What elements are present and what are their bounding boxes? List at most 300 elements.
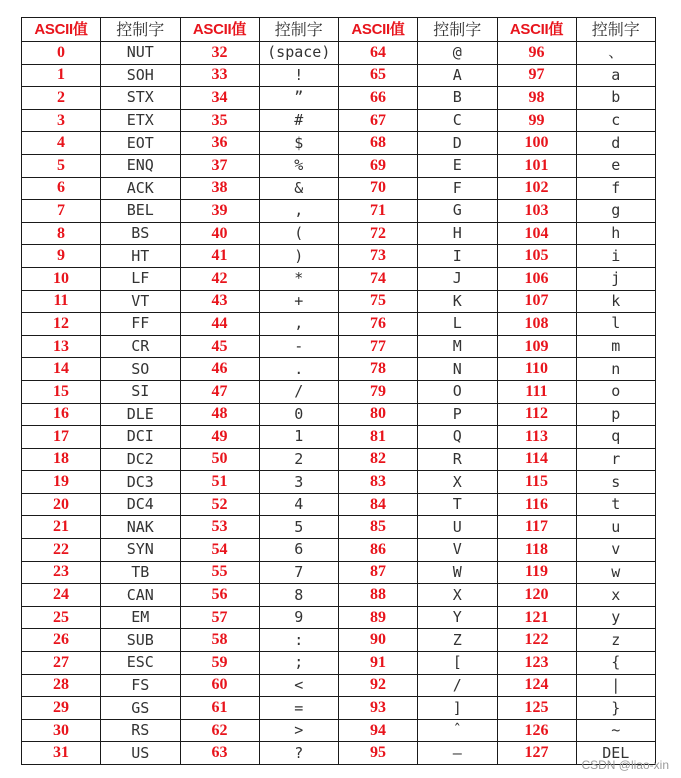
table-row [22,64,656,87]
ascii-code-cell: 75 [339,290,418,313]
ascii-code-cell: 110 [497,358,576,381]
control-char-cell: : [259,629,339,652]
control-char-cell: c [576,109,656,132]
control-char-cell: ETX [101,109,181,132]
ascii-code-cell: 21 [22,516,101,539]
control-char-cell: q [576,426,656,449]
ascii-code-cell: 73 [339,245,418,268]
control-char-cell: 7 [259,561,339,584]
control-char-cell: / [259,380,339,403]
header-control-char: 控制字 [576,18,656,42]
control-char-cell: ENQ [101,154,181,177]
ascii-code-cell: 5 [22,154,101,177]
control-char-cell: BEL [101,200,181,223]
control-char-cell: f [576,177,656,200]
control-char-cell: Y [418,606,498,629]
ascii-code-cell: 85 [339,516,418,539]
control-char-cell: W [418,561,498,584]
ascii-code-cell: 98 [497,87,576,110]
control-char-cell: FF [101,313,181,336]
table-row [22,109,656,132]
control-char-cell: d [576,132,656,155]
ascii-code-cell: 59 [180,652,259,675]
ascii-code-cell: 79 [339,380,418,403]
control-char-cell: J [418,267,498,290]
table-row [22,584,656,607]
ascii-code-cell: 99 [497,109,576,132]
control-char-cell: SI [101,380,181,403]
control-char-cell: D [418,132,498,155]
ascii-code-cell: 2 [22,87,101,110]
control-char-cell: r [576,448,656,471]
control-char-cell: — [418,742,498,765]
ascii-code-cell: 40 [180,222,259,245]
control-char-cell: V [418,539,498,562]
header-ascii-value: ASCII值 [180,18,259,42]
control-char-cell: w [576,561,656,584]
control-char-cell: I [418,245,498,268]
ascii-code-cell: 102 [497,177,576,200]
table-row [22,42,656,65]
ascii-code-cell: 10 [22,267,101,290]
control-char-cell: m [576,335,656,358]
control-char-cell: L [418,313,498,336]
ascii-code-cell: 50 [180,448,259,471]
control-char-cell: i [576,245,656,268]
ascii-code-cell: 115 [497,471,576,494]
table-row [22,448,656,471]
control-char-cell: ACK [101,177,181,200]
header-control-char: 控制字 [101,18,181,42]
ascii-code-cell: 93 [339,697,418,720]
ascii-code-cell: 92 [339,674,418,697]
ascii-code-cell: 65 [339,64,418,87]
ascii-code-cell: 123 [497,652,576,675]
ascii-code-cell: 126 [497,719,576,742]
control-char-cell: # [259,109,339,132]
ascii-code-cell: 17 [22,426,101,449]
ascii-code-cell: 57 [180,606,259,629]
ascii-code-cell: 122 [497,629,576,652]
control-char-cell: j [576,267,656,290]
control-char-cell: 4 [259,493,339,516]
control-char-cell: @ [418,42,498,65]
table-row [22,403,656,426]
ascii-code-cell: 111 [497,380,576,403]
table-row [22,154,656,177]
control-char-cell: R [418,448,498,471]
control-char-cell: VT [101,290,181,313]
ascii-code-cell: 56 [180,584,259,607]
ascii-code-cell: 23 [22,561,101,584]
control-char-cell: 1 [259,426,339,449]
ascii-code-cell: 6 [22,177,101,200]
control-char-cell: DLE [101,403,181,426]
ascii-code-cell: 96 [497,42,576,65]
ascii-code-cell: 68 [339,132,418,155]
ascii-code-cell: 32 [180,42,259,65]
control-char-cell: HT [101,245,181,268]
control-char-cell: RS [101,719,181,742]
ascii-code-cell: 13 [22,335,101,358]
table-row [22,358,656,381]
control-char-cell: CR [101,335,181,358]
table-row [22,426,656,449]
control-char-cell: 2 [259,448,339,471]
control-char-cell: . [259,358,339,381]
ascii-code-cell: 74 [339,267,418,290]
ascii-code-cell: 83 [339,471,418,494]
control-char-cell: l [576,313,656,336]
control-char-cell: M [418,335,498,358]
control-char-cell: Q [418,426,498,449]
table-row [22,516,656,539]
control-char-cell: + [259,290,339,313]
ascii-code-cell: 11 [22,290,101,313]
control-char-cell: E [418,154,498,177]
table-row [22,290,656,313]
ascii-code-cell: 43 [180,290,259,313]
table-row [22,493,656,516]
control-char-cell: 5 [259,516,339,539]
ascii-code-cell: 114 [497,448,576,471]
ascii-code-cell: 107 [497,290,576,313]
table-row [22,742,656,765]
ascii-code-cell: 86 [339,539,418,562]
ascii-code-cell: 39 [180,200,259,223]
ascii-code-cell: 41 [180,245,259,268]
control-char-cell: U [418,516,498,539]
control-char-cell: p [576,403,656,426]
ascii-code-cell: 78 [339,358,418,381]
control-char-cell: 3 [259,471,339,494]
header-ascii-value: ASCII值 [339,18,418,42]
table-row [22,87,656,110]
ascii-code-cell: 105 [497,245,576,268]
control-char-cell: X [418,584,498,607]
ascii-code-cell: 25 [22,606,101,629]
control-char-cell: SOH [101,64,181,87]
ascii-code-cell: 82 [339,448,418,471]
ascii-code-cell: 103 [497,200,576,223]
control-char-cell: a [576,64,656,87]
control-char-cell: % [259,154,339,177]
control-char-cell: SYN [101,539,181,562]
control-char-cell: EOT [101,132,181,155]
ascii-code-cell: 125 [497,697,576,720]
control-char-cell: 、 [576,42,656,65]
control-char-cell: ” [259,87,339,110]
control-char-cell: FS [101,674,181,697]
ascii-code-cell: 36 [180,132,259,155]
ascii-code-cell: 69 [339,154,418,177]
ascii-code-cell: 77 [339,335,418,358]
ascii-code-cell: 70 [339,177,418,200]
control-char-cell: X [418,471,498,494]
control-char-cell: DC3 [101,471,181,494]
control-char-cell: GS [101,697,181,720]
control-char-cell: H [418,222,498,245]
control-char-cell: < [259,674,339,697]
ascii-code-cell: 76 [339,313,418,336]
ascii-code-cell: 29 [22,697,101,720]
header-row [22,18,656,42]
control-char-cell: z [576,629,656,652]
ascii-code-cell: 44 [180,313,259,336]
control-char-cell: EM [101,606,181,629]
table-row [22,719,656,742]
ascii-code-cell: 55 [180,561,259,584]
control-char-cell: ] [418,697,498,720]
ascii-code-cell: 84 [339,493,418,516]
ascii-code-cell: 117 [497,516,576,539]
table-row [22,674,656,697]
control-char-cell: g [576,200,656,223]
control-char-cell: - [259,335,339,358]
control-char-cell: h [576,222,656,245]
control-char-cell: ˆ [418,719,498,742]
table-row [22,606,656,629]
ascii-code-cell: 54 [180,539,259,562]
control-char-cell: Z [418,629,498,652]
control-char-cell: LF [101,267,181,290]
ascii-code-cell: 87 [339,561,418,584]
control-char-cell: ; [259,652,339,675]
control-char-cell: NUT [101,42,181,65]
table-row [22,245,656,268]
control-char-cell: G [418,200,498,223]
ascii-code-cell: 0 [22,42,101,65]
ascii-code-cell: 27 [22,652,101,675]
ascii-code-cell: 119 [497,561,576,584]
control-char-cell: DC4 [101,493,181,516]
ascii-code-cell: 16 [22,403,101,426]
ascii-code-cell: 42 [180,267,259,290]
table-row [22,222,656,245]
control-char-cell: DEL [576,742,656,765]
control-char-cell: BS [101,222,181,245]
control-char-cell: STX [101,87,181,110]
ascii-code-cell: 46 [180,358,259,381]
ascii-code-cell: 28 [22,674,101,697]
table-body [22,42,656,765]
ascii-code-cell: 109 [497,335,576,358]
control-char-cell: 8 [259,584,339,607]
ascii-code-cell: 8 [22,222,101,245]
control-char-cell: ESC [101,652,181,675]
control-char-cell: C [418,109,498,132]
table-row [22,697,656,720]
ascii-code-cell: 7 [22,200,101,223]
control-char-cell: * [259,267,339,290]
ascii-code-cell: 20 [22,493,101,516]
ascii-code-cell: 63 [180,742,259,765]
control-char-cell: F [418,177,498,200]
ascii-code-cell: 60 [180,674,259,697]
ascii-code-cell: 49 [180,426,259,449]
table-header [22,18,656,42]
control-char-cell: / [418,674,498,697]
ascii-code-cell: 95 [339,742,418,765]
control-char-cell: ~ [576,719,656,742]
ascii-code-cell: 81 [339,426,418,449]
control-char-cell: v [576,539,656,562]
control-char-cell: 6 [259,539,339,562]
table-row [22,629,656,652]
table-row [22,335,656,358]
header-ascii-value: ASCII值 [497,18,576,42]
ascii-code-cell: 104 [497,222,576,245]
ascii-code-cell: 51 [180,471,259,494]
ascii-table [21,17,656,765]
ascii-code-cell: 90 [339,629,418,652]
table-row [22,313,656,336]
ascii-code-cell: 19 [22,471,101,494]
ascii-code-cell: 116 [497,493,576,516]
control-char-cell: SUB [101,629,181,652]
table-row [22,267,656,290]
control-char-cell: x [576,584,656,607]
control-char-cell: ? [259,742,339,765]
table-row [22,561,656,584]
ascii-code-cell: 97 [497,64,576,87]
control-char-cell: B [418,87,498,110]
ascii-code-cell: 94 [339,719,418,742]
table-row [22,380,656,403]
control-char-cell: k [576,290,656,313]
control-char-cell: s [576,471,656,494]
control-char-cell: 9 [259,606,339,629]
ascii-code-cell: 4 [22,132,101,155]
control-char-cell: } [576,697,656,720]
control-char-cell: [ [418,652,498,675]
ascii-code-cell: 45 [180,335,259,358]
control-char-cell: ( [259,222,339,245]
control-char-cell: , [259,313,339,336]
ascii-code-cell: 80 [339,403,418,426]
ascii-code-cell: 113 [497,426,576,449]
ascii-code-cell: 112 [497,403,576,426]
ascii-code-cell: 47 [180,380,259,403]
ascii-code-cell: 12 [22,313,101,336]
ascii-code-cell: 3 [22,109,101,132]
control-char-cell: P [418,403,498,426]
ascii-code-cell: 14 [22,358,101,381]
ascii-code-cell: 64 [339,42,418,65]
control-char-cell: { [576,652,656,675]
control-char-cell: DCI [101,426,181,449]
control-char-cell: 0 [259,403,339,426]
ascii-code-cell: 1 [22,64,101,87]
ascii-code-cell: 62 [180,719,259,742]
ascii-code-cell: 58 [180,629,259,652]
ascii-code-cell: 26 [22,629,101,652]
control-char-cell: n [576,358,656,381]
control-char-cell: ) [259,245,339,268]
ascii-code-cell: 18 [22,448,101,471]
ascii-code-cell: 52 [180,493,259,516]
control-char-cell: DC2 [101,448,181,471]
header-control-char: 控制字 [259,18,339,42]
table-row [22,471,656,494]
control-char-cell: = [259,697,339,720]
ascii-code-cell: 121 [497,606,576,629]
control-char-cell: y [576,606,656,629]
control-char-cell: | [576,674,656,697]
ascii-code-cell: 120 [497,584,576,607]
ascii-code-cell: 71 [339,200,418,223]
ascii-code-cell: 22 [22,539,101,562]
ascii-code-cell: 101 [497,154,576,177]
control-char-cell: t [576,493,656,516]
watermark: CSDN @liao-xin [581,758,669,772]
control-char-cell: O [418,380,498,403]
ascii-code-cell: 35 [180,109,259,132]
ascii-code-cell: 89 [339,606,418,629]
ascii-code-cell: 91 [339,652,418,675]
control-char-cell: o [576,380,656,403]
ascii-code-cell: 127 [497,742,576,765]
ascii-code-cell: 31 [22,742,101,765]
header-control-char: 控制字 [418,18,498,42]
table-row [22,177,656,200]
control-char-cell: US [101,742,181,765]
control-char-cell: K [418,290,498,313]
control-char-cell: $ [259,132,339,155]
table-row [22,200,656,223]
ascii-code-cell: 33 [180,64,259,87]
control-char-cell: NAK [101,516,181,539]
table-row [22,652,656,675]
control-char-cell: b [576,87,656,110]
ascii-code-cell: 72 [339,222,418,245]
table-row [22,132,656,155]
control-char-cell: > [259,719,339,742]
control-char-cell: TB [101,561,181,584]
table-row [22,539,656,562]
control-char-cell: A [418,64,498,87]
ascii-code-cell: 124 [497,674,576,697]
control-char-cell: ! [259,64,339,87]
ascii-code-cell: 48 [180,403,259,426]
control-char-cell: T [418,493,498,516]
ascii-code-cell: 9 [22,245,101,268]
ascii-code-cell: 24 [22,584,101,607]
control-char-cell: SO [101,358,181,381]
ascii-code-cell: 67 [339,109,418,132]
ascii-code-cell: 34 [180,87,259,110]
control-char-cell: N [418,358,498,381]
ascii-code-cell: 88 [339,584,418,607]
ascii-code-cell: 108 [497,313,576,336]
control-char-cell: (space) [259,42,339,65]
ascii-code-cell: 30 [22,719,101,742]
control-char-cell: CAN [101,584,181,607]
ascii-code-cell: 53 [180,516,259,539]
header-ascii-value: ASCII值 [22,18,101,42]
ascii-code-cell: 100 [497,132,576,155]
ascii-code-cell: 15 [22,380,101,403]
control-char-cell: & [259,177,339,200]
ascii-code-cell: 118 [497,539,576,562]
control-char-cell: u [576,516,656,539]
ascii-code-cell: 61 [180,697,259,720]
ascii-code-cell: 38 [180,177,259,200]
ascii-code-cell: 106 [497,267,576,290]
ascii-code-cell: 66 [339,87,418,110]
ascii-code-cell: 37 [180,154,259,177]
control-char-cell: e [576,154,656,177]
